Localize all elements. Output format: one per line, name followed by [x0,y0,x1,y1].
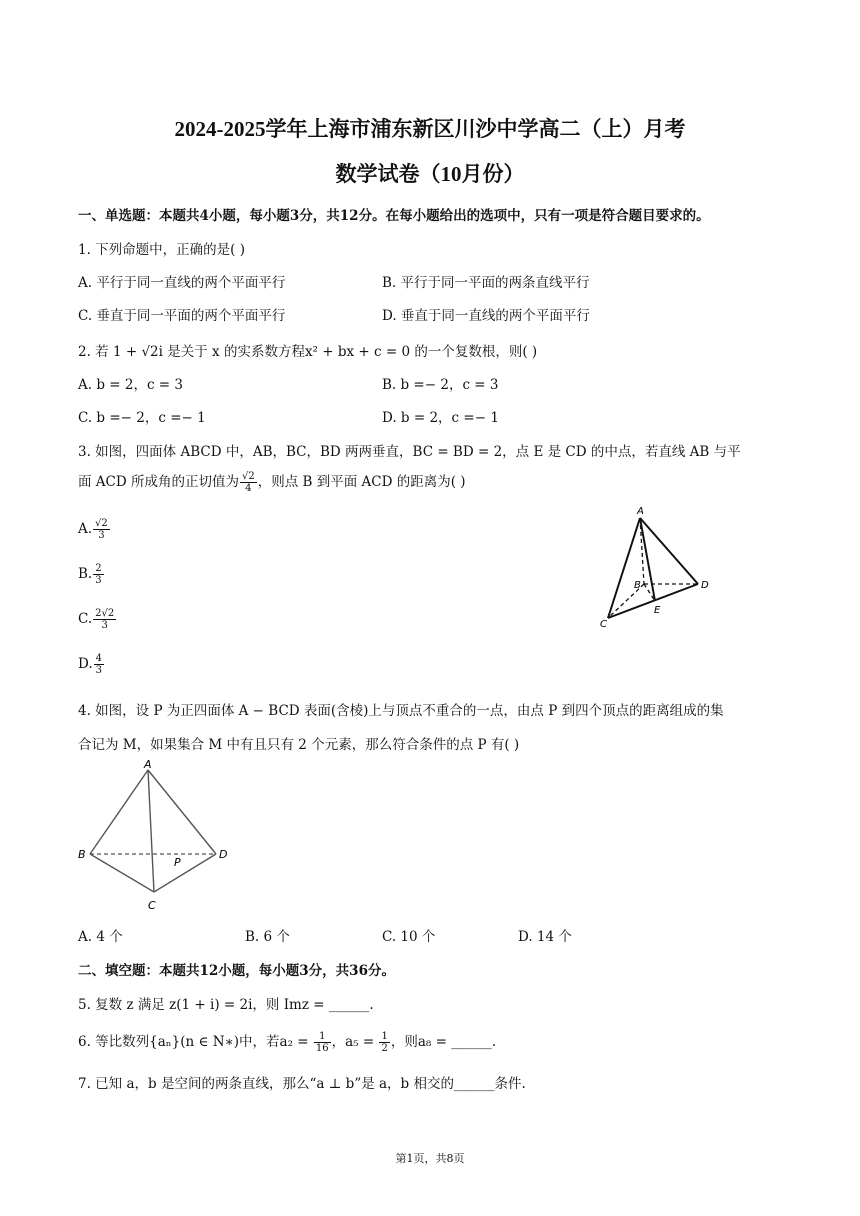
q6-frac1-den: 16 [315,1043,329,1054]
edge-ab [90,770,148,854]
q3-frac-numerator: √2 [242,471,255,482]
q4-fig-label-b: B [78,848,86,861]
q3-option-a [78,518,111,541]
edge-ad [148,770,216,854]
q3-option-d-fraction [94,653,104,676]
q3-tangent-fraction [240,471,257,494]
q2-option-a: A. b = 2，c = 3 [78,377,184,393]
q3-option-b [78,563,105,586]
q3-stem-text-a: 面 ACD 所成角的正切值为 [78,474,239,490]
q3-option-c-fraction [93,608,116,631]
section-heading-single-choice: 一、单选题：本题共4小题，每小题3分，共12分。在每小题给出的选项中，只有一项是符合题目要求的。 [78,208,710,224]
question-6 [78,1030,496,1054]
q3-d-num: 4 [95,653,103,664]
q6-text-a: 6. 等比数列{aₙ}(n ∈ N∗)中，若a₂ = [78,1034,313,1050]
q3-option-c-label: C. [78,611,93,627]
q3-fig-label-b: B [634,580,641,591]
q3-a-den: 3 [98,530,105,541]
q3-fig-label-c: C [600,619,607,630]
q6-fraction-a2 [314,1031,331,1054]
q6-text-b: ，a₅ = [331,1034,379,1050]
q3-tetrahedron-figure [596,500,716,630]
q4-option-b: B. 6 个 [245,929,290,945]
q4-fig-label-d: D [219,848,228,861]
q2-option-b: B. b =− 2，c = 3 [382,377,499,393]
q3-option-d [78,653,105,676]
question-4-stem-line2: 合记为 M，如果集合 M 中有且只有 2 个元素，那么符合条件的点 P 有( ) [78,737,520,753]
edge-cd [154,854,216,892]
q2-option-d: D. b = 2，c =− 1 [382,410,499,426]
q1-option-a: A. 平行于同一直线的两个平面平行 [78,275,286,291]
q3-d-den: 3 [95,665,103,676]
q3-c-den: 3 [101,620,108,631]
q1-option-c: C. 垂直于同一平面的两个平面平行 [78,308,286,324]
exam-title-line1: 2024-2025学年上海市浦东新区川沙中学高二（上）月考 [174,117,686,141]
q6-frac1-num: 1 [314,1031,331,1043]
q3-frac-denominator: 4 [245,483,252,494]
section-heading-fill-blank: 二、填空题：本题共12小题，每小题3分，共36分。 [78,963,395,979]
q4-fig-label-a: A [144,758,152,771]
q3-a-num: √2 [95,518,108,529]
q3-fig-label-d: D [701,580,709,591]
q1-option-d: D. 垂直于同一直线的两个平面平行 [382,308,590,324]
question-3-stem-line1: 3. 如图，四面体 ABCD 中，AB，BC，BD 两两垂直，BC = BD = 2，点 E 是 CD 的中点，若直线 AB 与平 [78,444,741,460]
question-7: 7. 已知 a，b 是空间的两条直线，那么“a ⊥ b”是 a，b 相交的______条件. [78,1076,526,1092]
q6-frac2-den: 2 [381,1043,388,1054]
q3-c-num: 2√2 [95,608,115,619]
q3-option-a-label: A. [78,521,93,537]
q2-option-c: C. b =− 2，c =− 1 [78,410,206,426]
q3-b-num: 2 [95,563,102,574]
q3-option-d-label: D. [78,656,93,672]
q4-option-c: C. 10 个 [382,929,436,945]
question-5: 5. 复数 z 满足 z(1 + i) = 2i，则 Imz = ______. [78,997,374,1013]
edge-ae [640,518,655,601]
question-3-stem-line2 [78,470,466,494]
q3-stem-text-b: ，则点 B 到平面 ACD 的距离为( ) [257,474,466,490]
q1-option-b: B. 平行于同一平面的两条直线平行 [382,275,590,291]
page-footer: 第1页，共8页 [395,1152,465,1165]
q3-option-b-fraction [93,563,103,586]
q3-option-b-label: B. [78,566,93,582]
q6-fraction-a5 [379,1031,389,1054]
question-1-stem: 1. 下列命题中，正确的是( ) [78,242,245,258]
question-2-stem: 2. 若 1 + √2i 是关于 x 的实系数方程x² + bx + c = 0 的一个复数根，则( ) [78,344,538,360]
q4-regular-tetrahedron-figure [76,758,236,914]
q6-frac2-num: 1 [381,1031,388,1042]
q3-b-den: 3 [95,575,102,586]
q4-fig-label-p: P [174,856,181,869]
q3-fig-label-e: E [654,605,661,616]
question-4-stem-line1: 4. 如图，设 P 为正四面体 A − BCD 表面(含棱)上与顶点不重合的一点，由点 P 到四个顶点的距离组成的集 [78,703,724,719]
q6-text-c: ，则a₈ = ______. [390,1034,497,1050]
edge-ac [148,770,154,892]
q3-fig-label-a: A [637,506,644,517]
exam-title-line2: 数学试卷（10月份） [335,162,525,186]
edge-ad [640,518,698,584]
q3-option-c [78,608,117,631]
edge-bc [90,854,154,892]
q4-option-a: A. 4 个 [78,929,123,945]
q3-option-a-fraction [93,518,110,541]
q4-fig-label-c: C [148,899,156,912]
q4-option-d: D. 14 个 [518,929,572,945]
edge-ac [608,518,640,618]
